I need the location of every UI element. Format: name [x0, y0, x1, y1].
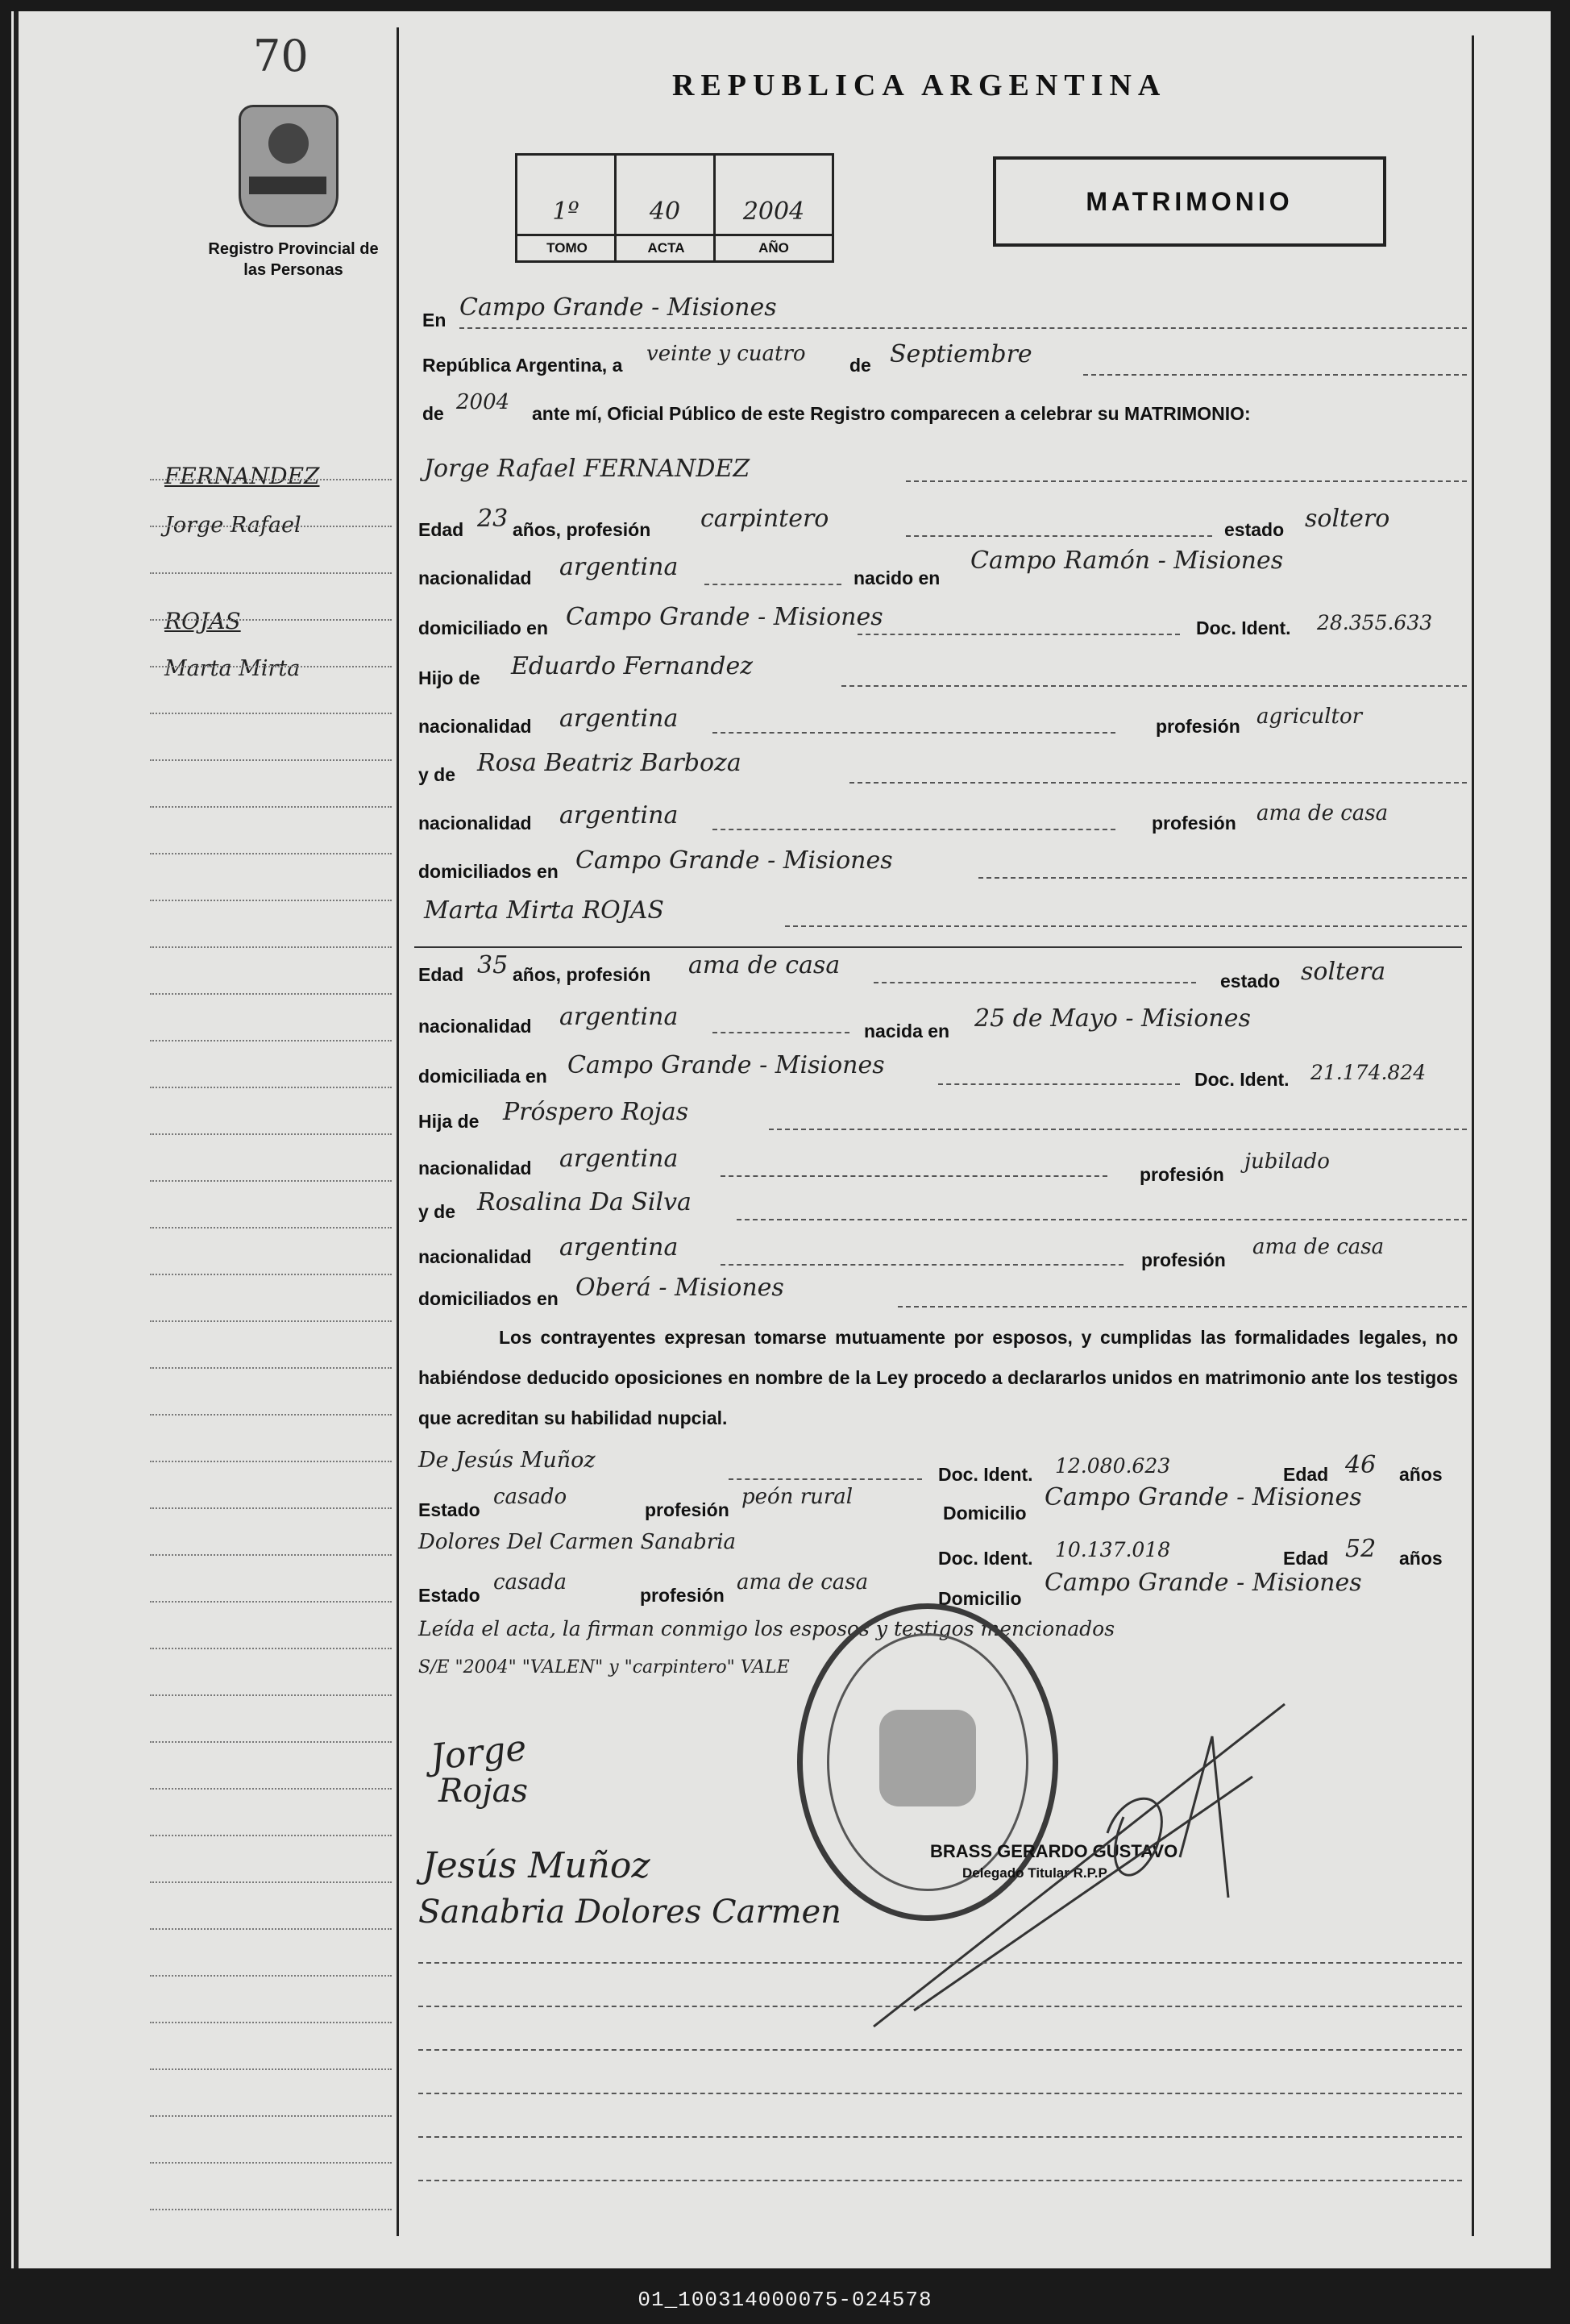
doc-ident-label: Doc. Ident. [1194, 1069, 1290, 1090]
bride-father: Próspero Rojas [503, 1098, 689, 1126]
nacionalidad-label: nacionalidad [418, 1016, 532, 1037]
doc-ident-label: Doc. Ident. [938, 1548, 1033, 1569]
margin-rule [150, 2115, 392, 2117]
domicilio-label: Domicilio [943, 1503, 1027, 1524]
margin-rule [150, 572, 392, 574]
body-rule [418, 2006, 1462, 2007]
margin-rule [150, 1414, 392, 1416]
margin-rule [150, 1788, 392, 1790]
edad-label: Edad [418, 519, 464, 540]
groom-address: Campo Grande - Misiones [566, 603, 883, 631]
estado-label: Estado [418, 1585, 480, 1606]
margin-rule [150, 806, 392, 808]
margin-rule [150, 479, 392, 480]
margin-groom-surname: FERNANDEZ [164, 463, 320, 489]
witness1-doc: 12.080.623 [1055, 1454, 1171, 1478]
margin-rule [150, 946, 392, 948]
margin-rule [150, 1694, 392, 1696]
margin-rule [150, 1461, 392, 1462]
registry-name: Registro Provincial de las Personas [208, 240, 379, 279]
groom-status: soltero [1305, 505, 1390, 533]
bride-doc: 21.174.824 [1310, 1061, 1427, 1084]
witness2-address: Campo Grande - Misiones [1045, 1569, 1362, 1597]
signature-3: Jesús Muñoz [422, 1845, 650, 1886]
doc-ident-label: Doc. Ident. [1196, 617, 1291, 638]
margin-rule [150, 759, 392, 761]
officer-signature-scribble-icon [866, 1688, 1301, 2035]
acta-label: ACTA [647, 240, 685, 256]
groom-age: 23 [477, 505, 509, 533]
bride-mother-profession: ama de casa [1252, 1235, 1385, 1259]
bride-mother-nationality: argentina [559, 1233, 679, 1262]
nacionalidad-label: nacionalidad [418, 716, 532, 737]
rule [712, 1032, 849, 1033]
de-label: de [849, 355, 871, 376]
bride-mother: Rosalina Da Silva [477, 1188, 692, 1216]
margin-rule [150, 1881, 392, 1883]
edad-label: Edad [1283, 1464, 1329, 1485]
margin-groom-names: Jorge Rafael [164, 513, 301, 538]
bride-status: soltera [1301, 958, 1386, 986]
de2-label: de [422, 403, 444, 424]
bride-name: Marta Mirta ROJAS [424, 896, 664, 925]
witness2-age: 52 [1345, 1535, 1377, 1563]
groom-mother: Rosa Beatriz Barboza [477, 749, 741, 777]
rule [1083, 374, 1467, 376]
intro-day: veinte y cuatro [646, 342, 806, 366]
signature-2: Rojas [438, 1773, 528, 1810]
anos-label: años [1399, 1464, 1443, 1485]
bride-father-profession: jubilado [1244, 1150, 1330, 1174]
domiciliados-en-label: domiciliados en [418, 861, 559, 882]
margin-rule [150, 1180, 392, 1182]
section-divider [414, 946, 1462, 948]
right-border [1472, 35, 1474, 2236]
witness2-status: casada [493, 1570, 567, 1594]
witness2-doc: 10.137.018 [1055, 1538, 1171, 1561]
nacida-en-label: nacida en [864, 1021, 950, 1041]
domicilio-label: Domicilio [938, 1588, 1022, 1609]
bride-father-nationality: argentina [559, 1145, 679, 1173]
rule [721, 1264, 1124, 1266]
closing-line-1: Leída el acta, la firman conmigo los esposos y testigos mencionados [418, 1617, 1115, 1640]
groom-birthplace: Campo Ramón - Misiones [970, 547, 1284, 575]
margin-rule [150, 1648, 392, 1649]
margin-rule [150, 1835, 392, 1836]
margin-rule [150, 1741, 392, 1743]
nacido-en-label: nacido en [854, 567, 941, 588]
hija-de-label: Hija de [418, 1111, 480, 1132]
record-number-box [515, 153, 834, 263]
profesion-label: profesión [1141, 1249, 1226, 1270]
rule [898, 1306, 1467, 1308]
signature-1: Jorge [428, 1727, 529, 1779]
profesion-label: profesión [1152, 813, 1236, 834]
intro-year: 2004 [456, 390, 510, 414]
estado-label: Estado [418, 1499, 480, 1520]
margin-rule [150, 1601, 392, 1603]
register-page [11, 11, 1551, 2268]
witness1-profession: peón rural [741, 1485, 854, 1509]
y-de-label: y de [418, 764, 456, 785]
page-number: 70 [253, 31, 309, 81]
bride-profession: ama de casa [688, 951, 841, 979]
rule [721, 1175, 1107, 1177]
margin-rule [150, 1087, 392, 1088]
witness1-name: De Jesús Muñoz [418, 1448, 596, 1473]
margin-rule [150, 1040, 392, 1041]
anos-profesion-label: años, profesión [513, 519, 651, 540]
domiciliada-en-label: domiciliada en [418, 1066, 547, 1087]
nacionalidad-label: nacionalidad [418, 1246, 532, 1267]
margin-rule [150, 2209, 392, 2210]
margin-rule [150, 666, 392, 667]
tomo-label: TOMO [546, 240, 588, 256]
margin-rule [150, 1133, 392, 1135]
groom-father: Eduardo Fernandez [511, 652, 754, 680]
record-type-box: MATRIMONIO [993, 156, 1386, 247]
witness1-address: Campo Grande - Misiones [1045, 1483, 1362, 1511]
page-binding-edge [14, 11, 19, 2268]
witness1-status: casado [493, 1485, 567, 1509]
domiciliado-en-label: domiciliado en [418, 617, 549, 638]
nacionalidad-label: nacionalidad [418, 567, 532, 588]
body-rule [418, 2093, 1462, 2094]
officer-stamp-name: BRASS GERARDO GUSTAVO [930, 1841, 1178, 1861]
doc-ident-label: Doc. Ident. [938, 1464, 1033, 1485]
anos-label: años [1399, 1548, 1443, 1569]
republic-label: República Argentina, a [422, 355, 623, 376]
margin-rule [150, 2022, 392, 2023]
witness2-profession: ama de casa [737, 1570, 869, 1594]
groom-nationality: argentina [559, 553, 679, 581]
body-rule [418, 1962, 1462, 1964]
margin-divider [397, 27, 399, 2236]
margin-rule [150, 993, 392, 995]
intro-month: Septiembre [890, 340, 1032, 368]
margin-rule [150, 1975, 392, 1977]
groom-father-profession: agricultor [1256, 705, 1363, 729]
acta-value: 40 [649, 197, 681, 226]
margin-rule [150, 1507, 392, 1509]
rule [737, 1219, 1467, 1220]
groom-doc: 28.355.633 [1317, 611, 1433, 634]
body-rule [418, 2136, 1462, 2138]
rule [858, 634, 1180, 635]
margin-rule [150, 1320, 392, 1322]
rule [785, 925, 1467, 927]
margin-rule [150, 2162, 392, 2164]
groom-father-nationality: argentina [559, 705, 679, 733]
groom-profession: carpintero [700, 505, 829, 533]
margin-bride-names: Marta Mirta [164, 656, 301, 681]
body-rule [418, 2180, 1462, 2181]
hijo-de-label: Hijo de [418, 667, 480, 688]
rule [874, 982, 1196, 983]
rule [712, 732, 1115, 734]
estado-label: estado [1220, 971, 1281, 992]
groom-name: Jorge Rafael FERNANDEZ [424, 455, 750, 483]
intro-place: Campo Grande - Misiones [459, 293, 777, 322]
rule [938, 1083, 1180, 1085]
country-title: REPUBLICA ARGENTINA [672, 69, 1167, 102]
rule [841, 685, 1467, 687]
margin-rule [150, 2068, 392, 2070]
margin-rule [150, 713, 392, 714]
rule [769, 1129, 1467, 1130]
bride-birthplace: 25 de Mayo - Misiones [974, 1004, 1251, 1033]
y-de-label: y de [418, 1201, 456, 1222]
margin-rule [150, 619, 392, 621]
rule [849, 782, 1467, 784]
margin-rule [150, 1928, 392, 1930]
edad-label: Edad [418, 964, 464, 985]
groom-parents-address: Campo Grande - Misiones [575, 846, 893, 875]
witness1-age: 46 [1345, 1451, 1377, 1479]
ano-value: 2004 [742, 197, 805, 226]
margin-bride-surname: ROJAS [164, 608, 241, 634]
bride-parents-address: Oberá - Misiones [575, 1274, 784, 1302]
rule [906, 480, 1467, 482]
profesion-label: profesión [1140, 1164, 1224, 1185]
margin-rule [150, 1227, 392, 1229]
profesion-label: profesión [645, 1499, 729, 1520]
rule [704, 584, 841, 585]
closing-line-2: S/E "2004" "VALEN" y "carpintero" VALE [418, 1657, 790, 1678]
margin-rule [150, 853, 392, 854]
ano-label: AÑO [758, 240, 789, 256]
margin-rule [150, 1367, 392, 1369]
profesion-label: profesión [1156, 716, 1240, 737]
nacionalidad-label: nacionalidad [418, 813, 532, 834]
rule [459, 327, 1467, 329]
margin-rule [150, 526, 392, 527]
bride-nationality: argentina [559, 1003, 679, 1031]
margin-rule [150, 1274, 392, 1275]
tomo-value: 1º [552, 197, 579, 226]
edad-label: Edad [1283, 1548, 1329, 1569]
profesion-label: profesión [640, 1585, 725, 1606]
groom-mother-nationality: argentina [559, 801, 679, 829]
domiciliados-en-label: domiciliados en [418, 1288, 559, 1309]
rule [712, 829, 1115, 830]
anos-profesion-label: años, profesión [513, 964, 651, 985]
image-caption: 01_100314000075-024578 [638, 2288, 932, 2312]
margin-rule [150, 900, 392, 901]
declaration-paragraph: Los contrayentes expresan tomarse mutuamente por esposos, y cumplidas las formalidades legales, no habiéndose deducido oposiciones en nombre de la Ley procedo a declararlos unidos en matrimonio ante los testigos que acreditan su habilidad nupcial. [418, 1327, 1458, 1428]
rule [978, 877, 1467, 879]
margin-rule [150, 1554, 392, 1556]
en-label: En [422, 310, 446, 331]
witness2-name: Dolores Del Carmen Sanabria [418, 1530, 737, 1554]
body-rule [418, 2049, 1462, 2051]
signature-4: Sanabria Dolores Carmen [418, 1894, 841, 1931]
intro-statement: ante mí, Oficial Público de este Registro comparecen a celebrar su MATRIMONIO: [532, 403, 1251, 424]
rule [906, 535, 1212, 537]
bride-address: Campo Grande - Misiones [567, 1051, 885, 1079]
estado-label: estado [1224, 519, 1285, 540]
officer-stamp-title: Delegado Titular R.P.P. [962, 1865, 1110, 1881]
misiones-coat-of-arms-icon [239, 105, 339, 227]
rule [729, 1478, 922, 1480]
bride-age: 35 [477, 951, 509, 979]
groom-mother-profession: ama de casa [1256, 801, 1389, 825]
nacionalidad-label: nacionalidad [418, 1158, 532, 1179]
